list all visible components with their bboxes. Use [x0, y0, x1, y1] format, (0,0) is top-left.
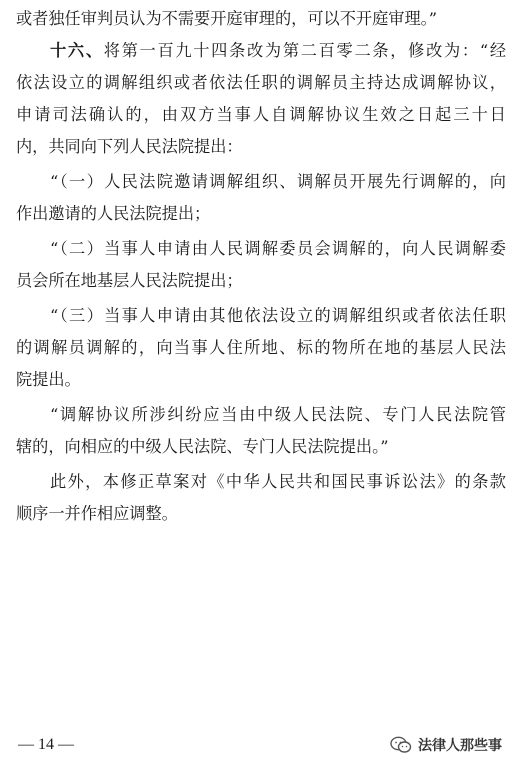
- text-line: 顺序一并作相应调整。: [16, 504, 178, 523]
- text-line: 依法设立的调解组织或者依法任职的调解员主持达成调解协议，: [16, 73, 506, 92]
- text-line: 此外，本修正草案对《中华人民共和国民事诉讼法》的条款: [50, 472, 506, 491]
- text-line: 院提出。: [16, 370, 81, 389]
- text-line: “（一）人民法院邀请调解组织、调解员开展先行调解的，向: [50, 172, 506, 191]
- article-number: 十六、: [50, 41, 104, 60]
- text-line: “（二）当事人申请由人民调解委员会调解的，向人民调解委: [50, 239, 506, 258]
- text-line: “调解协议所涉纠纷应当由中级人民法院、专门人民法院管: [50, 405, 506, 424]
- page-number: — 14 —: [18, 736, 74, 753]
- text-line: 员会所在地基层人民法院提出；: [16, 271, 243, 290]
- wechat-icon: [390, 736, 412, 754]
- text-line: [50, 40, 506, 62]
- watermark: [390, 734, 502, 756]
- text-line: 或者独任审判员认为不需要开庭审理的，可以不开庭审理。”: [16, 9, 438, 28]
- watermark-text: 法律人那些事: [418, 738, 502, 754]
- text-line: 作出邀请的人民法院提出；: [16, 204, 211, 223]
- text-line: 的调解员调解的，向当事人住所地、标的物所在地的基层人民法: [16, 338, 506, 357]
- text-line-content: 将第一百九十四条改为第二百零二条，修改为：“经: [103, 41, 507, 60]
- text-line: 辖的，向相应的中级人民法院、专门人民法院提出。”: [16, 437, 389, 456]
- text-line: 内，共同向下列人民法院提出：: [16, 137, 243, 156]
- text-line: 申请司法确认的，由双方当事人自调解协议生效之日起三十日: [16, 105, 506, 124]
- text-line: “（三）当事人申请由其他依法设立的调解组织或者依法任职: [50, 306, 506, 325]
